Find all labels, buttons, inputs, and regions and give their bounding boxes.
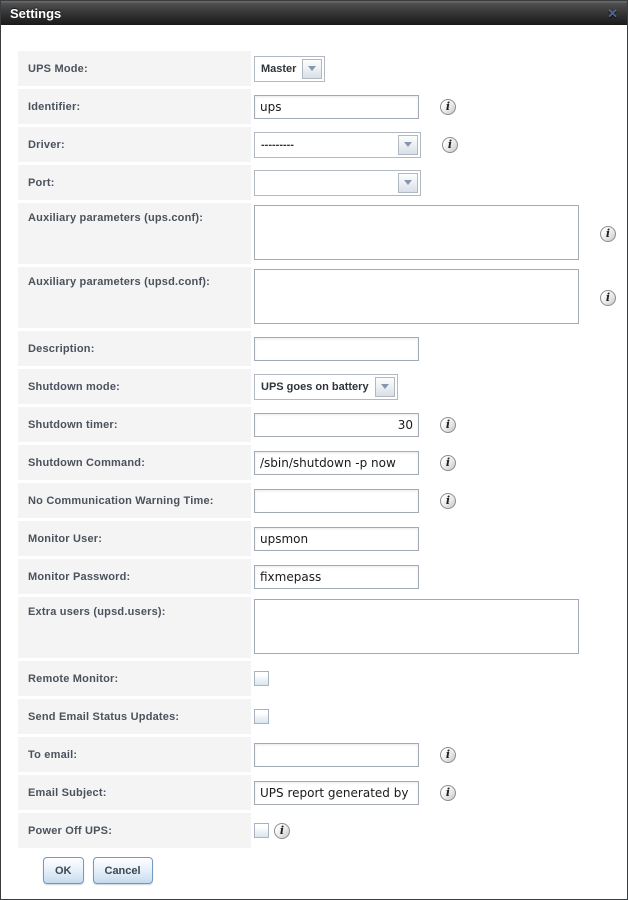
aux-ups-conf-label: Auxiliary parameters (ups.conf):: [18, 203, 251, 264]
power-off-ups-checkbox[interactable]: [254, 823, 269, 838]
driver-label: Driver:: [18, 127, 251, 162]
to-email-label: To email:: [18, 737, 251, 772]
ups-mode-select[interactable]: [254, 56, 325, 82]
settings-form: [1, 25, 627, 884]
email-subject-input[interactable]: [254, 781, 419, 805]
shutdown-command-label: Shutdown Command:: [18, 445, 251, 480]
shutdown-mode-select[interactable]: [254, 374, 398, 400]
chevron-down-icon: [404, 142, 412, 147]
ok-button[interactable]: OK: [43, 857, 84, 884]
remote-monitor-label: Remote Monitor:: [18, 661, 251, 696]
send-email-status-updates-label: Send Email Status Updates:: [18, 699, 251, 734]
description-label: Description:: [18, 331, 251, 366]
ups-mode-label: UPS Mode:: [18, 51, 251, 86]
monitor-user-label: Monitor User:: [18, 521, 251, 556]
port-select[interactable]: [254, 170, 421, 196]
extra-users-label: Extra users (upsd.users):: [18, 597, 251, 658]
info-icon[interactable]: i: [600, 290, 616, 306]
info-icon[interactable]: i: [440, 417, 456, 433]
monitor-password-label: Monitor Password:: [18, 559, 251, 594]
ups-mode-value: Master: [261, 62, 297, 75]
aux-upsd-conf-label: Auxiliary parameters (upsd.conf):: [18, 267, 251, 328]
port-dropdown-button[interactable]: [398, 173, 418, 193]
info-icon[interactable]: i: [440, 493, 456, 509]
aux-ups-conf-textarea[interactable]: [254, 205, 579, 260]
no-comm-warning-time-label: No Communication Warning Time:: [18, 483, 251, 518]
shutdown-mode-dropdown-button[interactable]: [375, 377, 395, 397]
extra-users-textarea[interactable]: [254, 599, 579, 654]
field-row-to-email: [18, 737, 615, 772]
info-icon[interactable]: i: [440, 747, 456, 763]
dialog-buttons: [43, 857, 615, 884]
shutdown-timer-input[interactable]: [254, 413, 419, 437]
field-row-identifier: [18, 89, 615, 124]
chevron-down-icon: [404, 180, 412, 185]
field-row-email-subject: [18, 775, 615, 810]
description-input[interactable]: [254, 337, 419, 361]
remote-monitor-checkbox[interactable]: [254, 671, 269, 686]
shutdown-mode-value: UPS goes on battery: [261, 380, 369, 393]
dialog-title: Settings: [10, 5, 62, 21]
chevron-down-icon: [381, 384, 389, 389]
dialog-titlebar: [1, 1, 627, 25]
monitor-password-input[interactable]: [254, 565, 419, 589]
shutdown-mode-label: Shutdown mode:: [18, 369, 251, 404]
field-row-monitor-user: [18, 521, 615, 556]
field-row-shutdown-command: [18, 445, 615, 480]
driver-value: ---------: [261, 138, 294, 151]
info-icon[interactable]: i: [440, 785, 456, 801]
field-row-monitor-password: [18, 559, 615, 594]
field-row-ups-mode: [18, 51, 615, 86]
info-icon[interactable]: i: [274, 823, 290, 839]
shutdown-command-input[interactable]: [254, 451, 419, 475]
field-row-no-comm-warning-time: [18, 483, 615, 518]
field-row-power-off-ups: [18, 813, 615, 848]
info-icon[interactable]: i: [440, 99, 456, 115]
driver-select[interactable]: [254, 132, 421, 158]
chevron-down-icon: [308, 66, 316, 71]
port-label: Port:: [18, 165, 251, 200]
info-icon[interactable]: i: [442, 137, 458, 153]
no-comm-warning-time-input[interactable]: [254, 489, 419, 513]
send-email-status-updates-checkbox[interactable]: [254, 709, 269, 724]
field-row-remote-monitor: [18, 661, 615, 696]
field-row-driver: [18, 127, 615, 162]
driver-dropdown-button[interactable]: [398, 135, 418, 155]
shutdown-timer-label: Shutdown timer:: [18, 407, 251, 442]
close-icon[interactable]: ✕: [607, 5, 618, 21]
field-row-aux-upsd-conf: [18, 267, 615, 328]
monitor-user-input[interactable]: [254, 527, 419, 551]
field-row-aux-ups-conf: [18, 203, 615, 264]
field-row-extra-users: [18, 597, 615, 658]
email-subject-label: Email Subject:: [18, 775, 251, 810]
identifier-label: Identifier:: [18, 89, 251, 124]
to-email-input[interactable]: [254, 743, 419, 767]
field-row-shutdown-mode: [18, 369, 615, 404]
power-off-ups-label: Power Off UPS:: [18, 813, 251, 848]
field-row-description: [18, 331, 615, 366]
cancel-button[interactable]: Cancel: [93, 857, 153, 884]
info-icon[interactable]: i: [440, 455, 456, 471]
ups-mode-dropdown-button[interactable]: [302, 59, 322, 79]
field-row-shutdown-timer: [18, 407, 615, 442]
aux-upsd-conf-textarea[interactable]: [254, 269, 579, 324]
field-row-port: [18, 165, 615, 200]
field-row-send-email-status-updates: [18, 699, 615, 734]
info-icon[interactable]: i: [600, 226, 616, 242]
identifier-input[interactable]: [254, 95, 419, 119]
